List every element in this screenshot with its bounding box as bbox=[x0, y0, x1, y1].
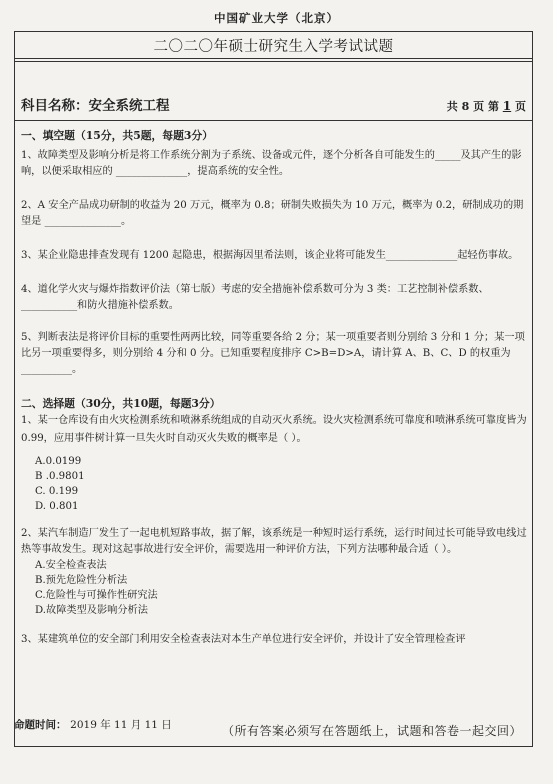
choice-question-1: 1、某一仓库设有由火灾检测系统和喷淋系统组成的自动灭火系统。设火灾检测系统可靠度和喷淋系统可靠度皆为 0.99，应用事件树计算一旦失火时自动灭火失败的概率是（ ）。 bbox=[21, 415, 527, 444]
answer-instruction: （所有答案必须写在答题纸上，试题和答卷一起交回） bbox=[221, 724, 522, 738]
university-name: 中国矿业大学（北京） bbox=[214, 11, 339, 25]
subject-name: 科目名称：安全系统工程 bbox=[21, 98, 170, 114]
exam-content bbox=[21, 128, 528, 648]
option-item: C. 0.199 bbox=[35, 486, 79, 497]
page-info-suffix: 页 bbox=[515, 100, 526, 113]
title-divider-double bbox=[15, 61, 532, 62]
question-1: 1、故障类型及影响分析是将工作系统分割为子系统、设备或元件，逐个分析各自可能发生的_____及其产生的影响，以便采取相应的 ______________，提高系统的安全性。 bbox=[21, 150, 522, 177]
option-item: A.安全检查表法 bbox=[35, 560, 107, 571]
option-item: B.预先危险性分析法 bbox=[35, 575, 128, 586]
section-title: 一、填空题（15分，共5题，每题3分） bbox=[21, 129, 214, 142]
title-divider bbox=[15, 58, 532, 59]
option-item: C.危险性与可操作性研究法 bbox=[35, 590, 158, 601]
question-4: 4、道化学火灾与爆炸指数评价法（第七版）考虑的安全措施补偿系数可分为 3 类：工艺控制补偿系数、___________和防火措施补偿系数。 bbox=[21, 284, 489, 311]
question-3: 3、某企业隐患排查发现有 1200 起隐患，根据海因里希法则，该企业将可能发生______________起轻伤事故。 bbox=[21, 250, 519, 261]
subject-divider bbox=[15, 120, 532, 121]
option-item: A.0.0199 bbox=[35, 456, 82, 467]
option-item: B .0.9801 bbox=[35, 471, 85, 482]
question-5: 5、判断表法是将评价目标的重要性两两比较，同等重要各给 2 分；某一项重要者则分别给 3 分和 1 分；某一项比另一项重要得多，则分别给 4 分和 0 分。已知重要程度排序 C>B=D>A，请计算 A、B、C、D 的权重为__________。 bbox=[21, 332, 525, 375]
exam-title: 二〇二〇年硕士研究生入学考试试题 bbox=[153, 39, 394, 55]
option-item: D. 0.801 bbox=[35, 501, 79, 512]
date-value: 2019 年 11 月 11 日 bbox=[70, 719, 172, 731]
choice-question-2: 2、某汽车制造厂发生了一起电机短路事故，据了解，该系统是一种短时运行系统，运行时间过长可能导致电线过热等事故发生。现对这起事故进行安全评价，需要选用一种评价方法，下列方法哪种最合适（ ）。 bbox=[21, 528, 527, 555]
date-label: 命题时间： bbox=[14, 719, 67, 731]
page-number: 1 bbox=[502, 99, 512, 113]
option-item: D.故障类型及影响分析法 bbox=[35, 605, 148, 616]
page-info bbox=[447, 98, 526, 114]
page-info-prefix: 共 8 页 第 bbox=[446, 100, 499, 113]
section-title: 二、选择题（30分，共10题，每题3分） bbox=[21, 397, 221, 410]
exam-date bbox=[14, 717, 172, 732]
choice-question-3: 3、某建筑单位的安全部门利用安全检查表法对本生产单位进行安全评价，并设计了安全管理检查评 bbox=[21, 634, 466, 645]
exam-frame bbox=[14, 31, 533, 747]
question-2: 2、A 安全产品成功研制的收益为 20 万元，概率为 0.8；研制失败损失为 10 万元，概率为 0.2，研制成功的期望是 _______________。 bbox=[21, 200, 524, 227]
